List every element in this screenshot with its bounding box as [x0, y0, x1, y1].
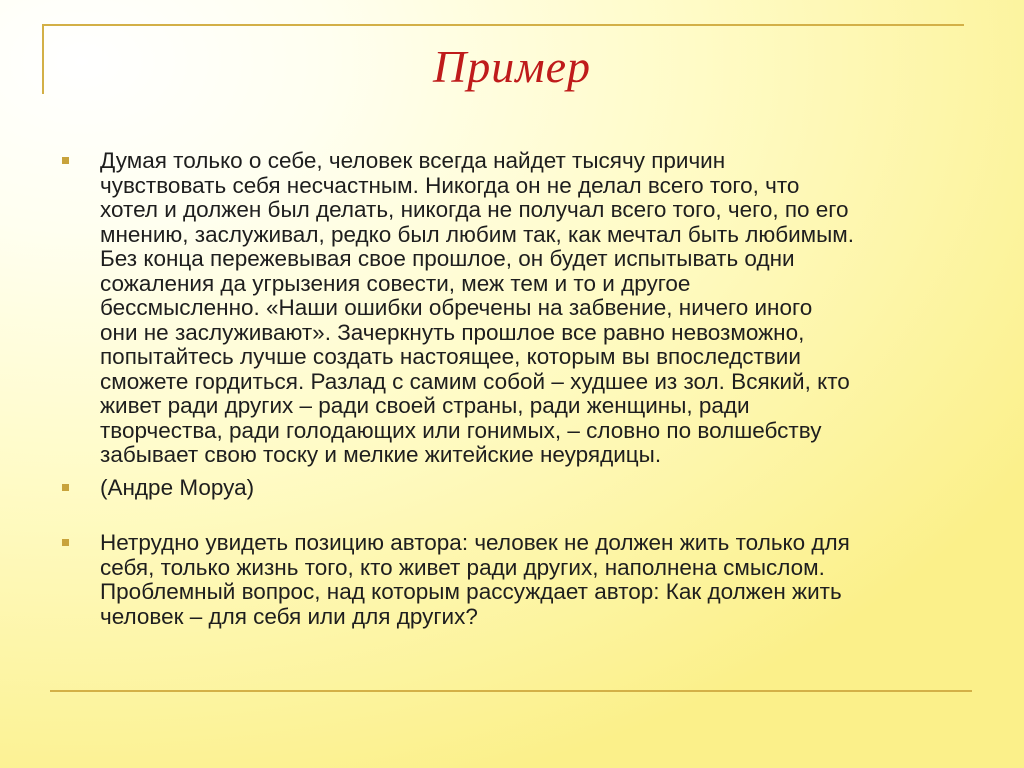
bullet-item-quote — [60, 149, 980, 468]
slide-content — [60, 149, 980, 629]
bullet-item-author — [60, 476, 980, 501]
square-bullet-icon — [62, 539, 69, 546]
text-line: сможете гордиться. Разлад с самим собой – худшее из зол. Всякий, кто — [100, 368, 850, 394]
text-line: мнению, заслуживал, редко был любим так, как мечтал быть любимым. — [100, 221, 855, 247]
text-line: Без конца пережевывая свое прошлое, он будет испытывать одни — [100, 246, 795, 271]
bullet-item-analysis — [60, 531, 980, 629]
slide-title: Пример — [433, 41, 591, 92]
text-line: бессмысленно. «Наши ошибки обречены на забвение, ничего иного — [100, 295, 813, 320]
text-line: сожаления да угрызения совести, меж тем и то и другое — [100, 270, 691, 296]
text-line: творчества, ради голодающих или гонимых, – словно по волшебству — [100, 417, 822, 443]
text-line: Думая только о себе, человек всегда найдет тысячу причин — [100, 148, 726, 173]
text-line: попытайтесь лучше создать настоящее, которым вы впоследствии — [100, 344, 801, 369]
text-line: они не заслуживают». Зачеркнуть прошлое все равно невозможно, — [100, 319, 805, 345]
author-attribution: (Андре Моруа) — [100, 474, 255, 500]
text-line: хотел и должен был делать, никогда не получал всего того, чего, по его — [100, 197, 849, 222]
square-bullet-icon — [62, 484, 69, 491]
bottom-decor-line — [50, 690, 972, 692]
top-decor-line — [42, 24, 964, 26]
square-bullet-icon — [62, 157, 69, 164]
text-line: чувствовать себя несчастным. Никогда он не делал всего того, что — [100, 172, 800, 198]
text-line: Проблемный вопрос, над которым рассуждает автор: Как должен жить — [100, 579, 842, 604]
text-line: себя, только жизнь того, кто живет ради других, наполнена смыслом. — [100, 554, 825, 580]
text-line: человек – для себя или для других? — [100, 603, 478, 629]
text-line: живет ради других – ради своей страны, ради женщины, ради — [100, 393, 750, 418]
text-line: Нетрудно увидеть позицию автора: человек не должен жить только для — [100, 530, 850, 555]
text-line: забывает свою тоску и мелкие житейские неурядицы. — [100, 442, 662, 467]
